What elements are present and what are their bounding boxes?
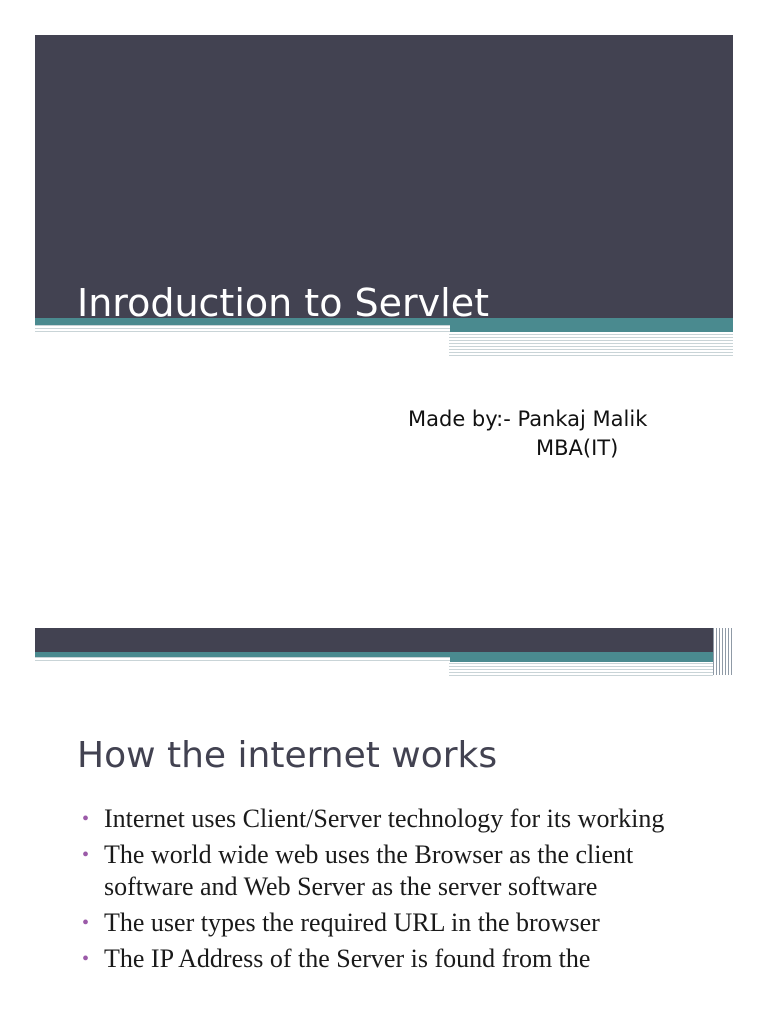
list-item-text: Internet uses Client/Server technology for its working — [104, 804, 665, 833]
bullet-icon: • — [82, 808, 90, 830]
list-item — [82, 803, 722, 835]
bullet-icon: • — [82, 948, 90, 970]
list-item — [82, 839, 722, 903]
list-item-text: The user types the required URL in the browser — [104, 908, 600, 937]
list-item — [82, 943, 722, 975]
stripe-pattern — [713, 628, 733, 675]
slide-2-title: How the internet works — [77, 735, 498, 776]
list-item-text: The world wide web uses the Browser as the client software and Web Server as the server software — [104, 840, 634, 901]
stripe-pattern — [449, 334, 733, 356]
credits-line-1: Made by:- Pankaj Malik — [408, 407, 648, 431]
slide-1-title: Inroduction to Servlet — [77, 281, 489, 325]
list-item-text: The IP Address of the Server is found from the — [104, 944, 591, 973]
bullet-icon: • — [82, 844, 90, 866]
author-credits — [408, 405, 647, 463]
stripe-pattern — [35, 657, 450, 663]
bullet-list — [82, 803, 722, 979]
stripe-pattern — [449, 663, 713, 676]
credits-line-2: MBA(IT) — [536, 436, 619, 460]
stripe-pattern — [35, 325, 450, 333]
list-item — [82, 907, 722, 939]
content-slide-header-band — [35, 628, 713, 652]
title-slide-header-band — [35, 35, 733, 318]
bullet-icon: • — [82, 912, 90, 934]
